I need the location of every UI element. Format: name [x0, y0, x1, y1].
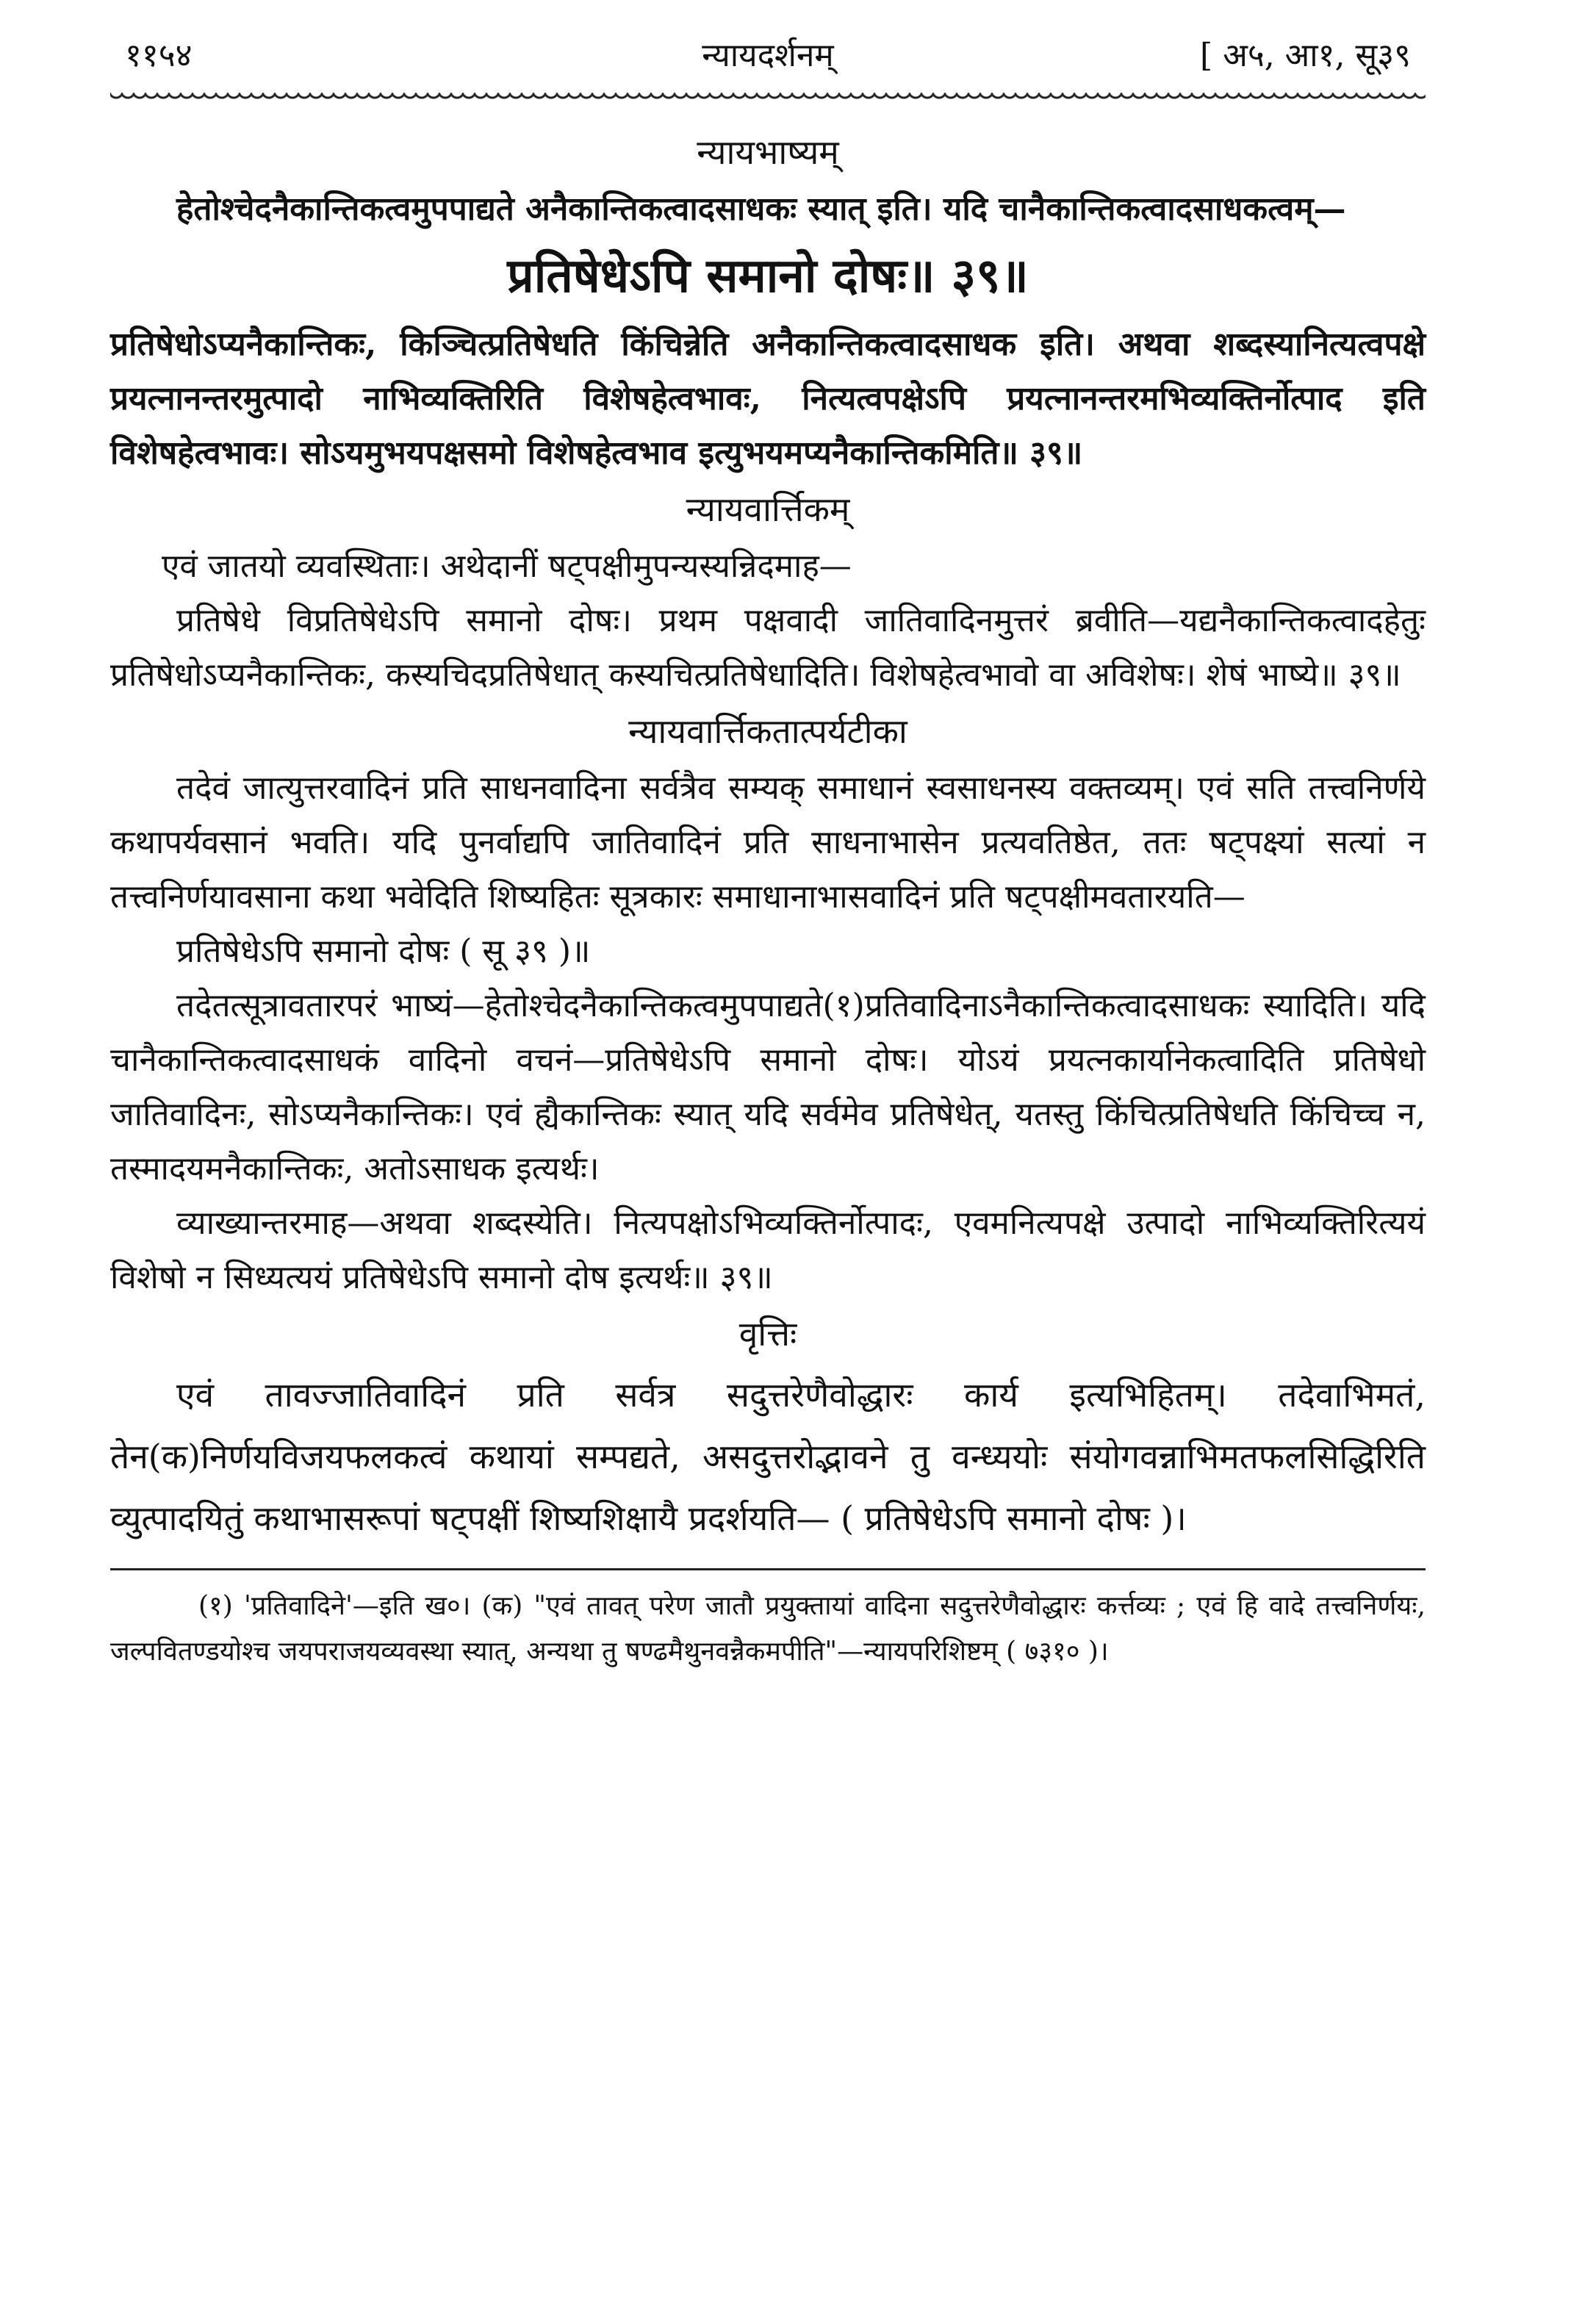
vartika-section: [110, 485, 1426, 703]
vartika-paragraph-2: प्रतिषेधे विप्रतिषेधेऽपि समानो दोषः। प्रथम पक्षवादी जातिवादिनमुत्तरं ब्रवीति—यद्यनैकान्तिकत्वादहेतुः प्रतिषेधोऽप्यनैकान्तिकः, कस्यचिदप्रतिषेधात् कस्यचित्प्रतिषेधादिति। विशेषहेत्वभावो वा अविशेषः। शेषं भाष्ये॥ ३९॥: [110, 602, 1426, 694]
vartika-title: न्यायवार्त्तिकम्: [686, 489, 850, 529]
page-header: [110, 29, 1426, 82]
tika-paragraph-1: तदेवं जात्युत्तरवादिनं प्रति साधनवादिना सर्वत्रैव सम्यक् समाधानं स्वसाधनस्य वक्तव्यम्। एवं सति तत्त्वनिर्णये कथापर्यवसानं भवति। यदि पुनर्वाद्यपि जातिवादिनं प्रति साधनाभासेन प्रत्यवतिष्ठेत, ततः षट्पक्ष्यां सत्यां न तत्त्वनिर्णयावसाना कथा भवेदिति शिष्यहितः सूत्रकारः समाधानाभासवादिनं प्रति षट्पक्षीमवतारयति—: [110, 769, 1426, 916]
bhashya-commentary: प्रतिषेधोऽप्यनैकान्तिकः, किञ्चित्प्रतिषेधति किंचिन्नेति अनैकान्तिकत्वादसाधक इति। अथवा शब्दस्यानित्यत्वपक्षे प्रयत्नानन्तरमुत्पादो नाभिव्यक्तिरिति विशेषहेत्वभावः, नित्यत्वपक्षेऽपि प्रयत्नानन्तरमभिव्यक्तिर्नोत्पाद इति विशेषहेत्वभावः। सोऽयमुभयपक्षसमो विशेषहेत्वभाव इत्युभयमप्यनैकान्तिकमिति॥ ३९॥: [110, 326, 1426, 472]
tika-paragraph-2: तदेतत्सूत्रावतारपरं भाष्यं—हेतोश्चेदनैकान्तिकत्वमुपपाद्यते(१)प्रतिवादिनाऽनैकान्तिकत्वादसाधकः स्यादिति। यदि चानैकान्तिकत्वादसाधकं वादिनो वचनं—प्रतिषेधेऽपि समानो दोषः। योऽयं प्रयत्नकार्यानेकत्वादिति प्रतिषेधो जातिवादिनः, सोऽप्यनैकान्तिकः। एवं ह्यैकान्तिकः स्यात् यदि सर्वमेव प्रतिषेधेत्, यतस्तु किंचित्प्रतिषेधति किंचिच्च न, तस्मादयमनैकान्तिकः, अतोऽसाधक इत्यर्थः।: [110, 987, 1426, 1188]
page: [110, 29, 1426, 2278]
tika-title: न्यायवार्त्तिकतात्पर्यटीका: [628, 711, 907, 751]
tika-sutra-reference: प्रतिषेधेऽपि समानो दोषः ( सू ३९ )॥: [176, 933, 591, 970]
running-title: न्यायदर्शनम्: [702, 37, 834, 74]
vritti-title: वृत्तिः: [738, 1314, 797, 1354]
vritti-paragraph: एवं तावज्जातिवादिनं प्रति सर्वत्र सदुत्तरेणैवोद्धारः कार्य इत्यभिहितम्। तदेवाभिमतं, तेन(क)निर्णयविजयफलकत्वं कथायां सम्पद्यते, असदुत्तरोद्भावने तु वन्ध्ययोः संयोगवन्नाभिमतफलसिद्धिरिति व्युत्पादयितुं कथाभासरूपां षट्पक्षीं शिष्यशिक्षायै प्रदर्शयति— ( प्रतिषेधेऽपि समानो दोषः )।: [110, 1375, 1426, 1538]
tika-paragraph-3: व्याख्यान्तरमाह—अथवा शब्दस्येति। नित्यपक्षोऽभिव्यक्तिर्नोत्पादः, एवमनित्यपक्षे उत्पादो नाभिव्यक्तिरित्ययं विशेषो न सिध्यत्ययं प्रतिषेधेऽपि समानो दोष इत्यर्थः॥ ३९॥: [110, 1204, 1426, 1296]
section-reference: [ अ५, आ१, सू३९: [1200, 37, 1411, 74]
vritti-section: [110, 1310, 1426, 1549]
footnotes: (१) 'प्रतिवादिने'—इति ख०। (क) "एवं तावत् परेण जातौ प्रयुक्तायां वादिना सदुत्तरेणैवोद्धारः कर्त्तव्यः ; एवं हि वादे तत्त्वनिर्णयः, जल्पवितण्डयोश्च जयपराजयव्यवस्था स्यात्, अन्यथा तु षण्ढमैथुनवन्नैकमपीति"—न्यायपरिशिष्टम् ( ७३१० )।: [110, 1591, 1426, 1667]
header-wavy-rule: [110, 93, 1426, 106]
sutra-heading: प्रतिषेधेऽपि समानो दोषः॥ ३९॥: [507, 248, 1029, 303]
bhashya-intro: हेतोश्चेदनैकान्तिकत्वमुपपाद्यते अनैकान्तिकत्वादसाधकः स्यात् इति। यदि चानैकान्तिकत्वादसाधकत्वम्—: [176, 190, 1346, 228]
vartika-paragraph-1: एवं जातयो व्यवस्थिताः। अथेदानीं षट्पक्षीमुपन्यस्यन्निदमाह—: [162, 547, 852, 585]
page-number: ११५४: [125, 37, 193, 74]
footnote-rule: [110, 1568, 1426, 1570]
tika-section: [110, 707, 1426, 1305]
bhashya-title: न्यायभाष्यम्: [697, 132, 839, 172]
bhashya-section: [110, 128, 1426, 481]
